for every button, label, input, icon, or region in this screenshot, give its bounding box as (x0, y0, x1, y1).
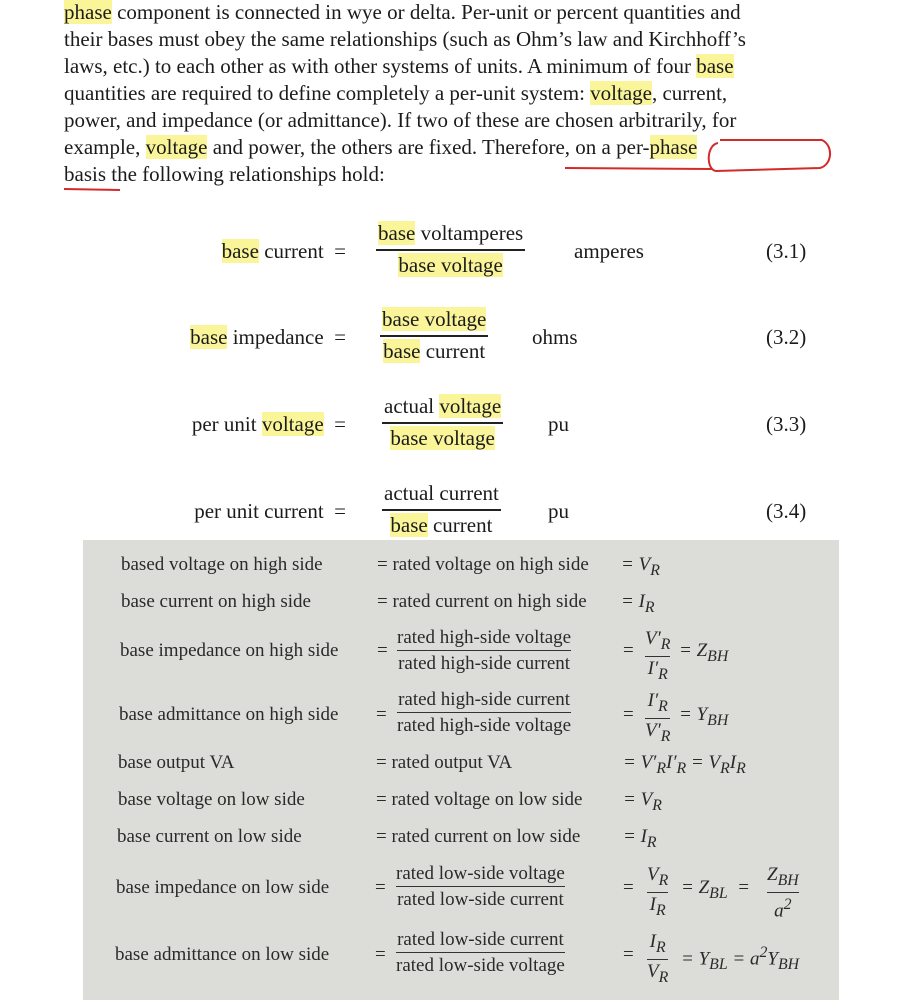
text-run: = a (732, 948, 760, 970)
row-symbol (621, 591, 655, 617)
row-fraction (397, 626, 571, 675)
paragraph-line: power, and impedance (or admittance). If two of these are chosen arbitrarily, for (64, 108, 737, 132)
text-run: V (647, 864, 659, 885)
fraction-numerator (382, 393, 503, 419)
subscript: R (658, 665, 668, 683)
text-run: current (258, 239, 324, 263)
fraction-bar (380, 335, 488, 337)
subscript: BL (709, 884, 728, 902)
paragraph-line: their bases must obey the same relationships (such as Ohm’s law and Kirchhoff’s (64, 27, 746, 51)
text-run: per unit current (194, 499, 324, 523)
fraction-numerator (376, 220, 525, 246)
fraction-bar (645, 656, 670, 657)
fraction-denominator: rated high-side voltage (397, 715, 572, 737)
fraction-bar (396, 886, 565, 887)
row-rhs: = rated current on low side (376, 826, 581, 847)
text-run: Z (696, 640, 708, 661)
subscript: R (660, 727, 671, 745)
subscript: BH (777, 871, 799, 889)
subscript: R (676, 759, 687, 777)
text-run: V′ (645, 628, 661, 649)
equation-fraction (382, 480, 501, 538)
symbol-fraction (645, 628, 670, 685)
row-fraction (396, 862, 565, 911)
equation-number: (3.2) (766, 325, 807, 349)
equation-fraction (382, 393, 503, 451)
fraction-numerator: rated low-side voltage (396, 863, 565, 884)
text-run: component is connected in wye or delta. Per-unit or percent quantities and (111, 0, 741, 24)
subscript: R (646, 833, 657, 851)
symbol-fraction (647, 931, 668, 988)
symbol-fraction (647, 864, 668, 921)
text-run: = V′ (623, 752, 657, 773)
equation-lhs: per unit voltage = (191, 412, 346, 436)
fraction-denominator (376, 252, 525, 278)
fraction-bar (382, 509, 501, 511)
equation-number: (3.1) (766, 239, 807, 263)
text-run: quantities are required to define completely a per-unit system: (64, 81, 591, 105)
superscript: 2 (759, 944, 768, 961)
highlighted-word: base (696, 54, 734, 78)
row-symbol (623, 789, 662, 815)
equation-unit: ohms (532, 325, 578, 349)
subscript: BH (777, 956, 800, 974)
highlighted-word: voltage (590, 81, 652, 105)
equals-sign: = (375, 944, 386, 965)
subscript: BL (709, 956, 728, 974)
pen-underline-basis (64, 189, 120, 190)
symbol-fraction (645, 690, 670, 747)
equals-sign: = (376, 704, 387, 725)
subscript: R (652, 796, 662, 814)
fraction-denominator (380, 338, 488, 364)
equals-sign: = (623, 704, 634, 725)
pen-annotations (0, 0, 906, 200)
subscript: R (644, 598, 655, 616)
fraction-numerator (380, 306, 488, 332)
subscript: BH (707, 711, 729, 729)
row-label: base current on low side (117, 826, 302, 847)
subscript: R (655, 901, 666, 919)
fraction-numerator: actual current (384, 481, 499, 505)
subscript: R (655, 938, 666, 956)
fraction-denominator: rated low-side current (397, 889, 564, 911)
highlighted-word: base (378, 221, 416, 245)
fraction-bar (396, 952, 565, 953)
text-run: I′ (647, 658, 659, 680)
subscript: R (658, 871, 669, 889)
fraction-denominator (767, 894, 799, 921)
text-run: = V (690, 752, 721, 773)
highlighted-word: base voltage (382, 307, 487, 331)
row-label: base output VA (118, 752, 235, 773)
equation-fraction (380, 306, 488, 364)
text-run: per- (616, 135, 650, 159)
highlighted-word: base voltage (390, 425, 495, 450)
text-run: a (774, 900, 784, 922)
subscript: R (656, 759, 667, 777)
equals-sign: = (623, 877, 634, 898)
text-run: V (647, 961, 659, 983)
row-rhs: = rated voltage on high side (377, 554, 589, 575)
fraction-denominator: rated high-side current (398, 653, 571, 675)
fraction-bar (647, 892, 668, 893)
equals-sign: = (623, 640, 634, 661)
text-run: Y (696, 704, 708, 725)
highlighted-word: base voltage (398, 252, 503, 277)
superscript: 2 (783, 896, 792, 914)
highlighted-word: phase (64, 0, 112, 24)
row-result: = $Z_{BH}$ (679, 640, 729, 665)
text-run: and power, the others are fixed. Therefore, on a (207, 135, 617, 159)
fraction-denominator (647, 961, 668, 988)
fraction-numerator (645, 690, 670, 717)
subscript: R (736, 759, 746, 777)
equation-unit: pu (548, 499, 569, 523)
fraction-numerator: rated high-side current (398, 689, 571, 710)
equals-sign: = (375, 877, 386, 898)
subscript: R (720, 759, 730, 777)
subscript: BH (707, 647, 729, 665)
fraction-numerator (645, 628, 670, 655)
text-run: = V (623, 789, 653, 810)
text-run: I′ (666, 752, 677, 773)
row-label: base current on high side (121, 591, 311, 612)
fraction-numerator: rated high-side voltage (397, 627, 572, 648)
fraction-numerator (647, 931, 668, 958)
fraction-denominator (382, 512, 501, 538)
text-run: I′ (647, 690, 659, 711)
highlighted-word: base (190, 325, 228, 349)
subscript: R (658, 968, 669, 986)
row-symbol (623, 826, 657, 852)
fraction-numerator (767, 864, 799, 891)
text-run: = V (621, 554, 651, 575)
symbol-fraction (767, 864, 799, 921)
row-label: base impedance on low side (116, 877, 330, 898)
row-rhs: = rated current on high side (377, 591, 587, 612)
fraction-numerator: rated low-side current (397, 929, 564, 950)
pen-underline-therefore (565, 168, 712, 169)
highlighted-word: voltage (439, 394, 502, 418)
text-run: I (649, 931, 656, 952)
text-run: laws, etc.) to each other as with other systems of units. A minimum of four (64, 54, 697, 78)
subscript: R (658, 697, 668, 715)
text-run: Z (767, 864, 778, 885)
highlighted-word: base (383, 338, 421, 363)
row-label: base impedance on high side (120, 640, 339, 661)
text-run: example, (64, 135, 146, 159)
fraction-denominator (645, 720, 670, 747)
text-run: Z (698, 877, 710, 898)
pen-bracket-per-phase (709, 140, 830, 171)
text-run: I (729, 752, 737, 773)
highlighted-word: base (221, 239, 259, 263)
text-run: V′ (645, 720, 661, 742)
fraction-bar (382, 422, 503, 424)
row-fraction (396, 928, 565, 977)
equation-3-1 (0, 220, 906, 290)
equation-number: (3.4) (766, 499, 807, 523)
equals-sign: = (623, 944, 634, 965)
subscript: R (660, 635, 671, 653)
text-run: current (420, 338, 486, 363)
fraction-denominator (647, 894, 668, 921)
text-run: I (649, 894, 656, 916)
text-run: impedance (227, 325, 324, 349)
text-run: basis (64, 162, 106, 186)
row-label: base admittance on low side (115, 944, 330, 965)
equation-lhs: per unit current = (194, 499, 346, 523)
fraction-denominator: rated low-side voltage (396, 955, 565, 977)
row-fraction (397, 688, 571, 737)
fraction-numerator (647, 864, 668, 891)
row-label: based voltage on high side (121, 554, 323, 575)
text-run: , current, (651, 81, 728, 105)
fraction-bar (397, 650, 571, 651)
fraction-bar (376, 249, 525, 251)
subscript: R (650, 561, 660, 579)
equation-lhs: base impedance = (190, 325, 346, 349)
text-run: the following relationships hold: (106, 162, 385, 186)
row-label: base admittance on high side (119, 704, 339, 725)
equals-sign: = (377, 640, 388, 661)
row-symbol (623, 752, 746, 778)
fraction-bar (397, 712, 571, 713)
text-run: actual (384, 394, 440, 418)
text-run: current (427, 512, 493, 537)
fraction-bar (767, 892, 799, 893)
text-run: Y (698, 948, 710, 970)
text-run: Y (767, 948, 778, 970)
text-run: = I (623, 826, 647, 847)
fraction-bar (647, 959, 668, 960)
equation-number: (3.3) (766, 412, 807, 436)
equation-3-2 (0, 306, 906, 376)
equation-unit: amperes (574, 239, 644, 263)
fraction-denominator (382, 425, 503, 451)
equation-3-3 (0, 393, 906, 463)
row-rhs: = rated output VA (376, 752, 513, 773)
text-run: = I (621, 591, 645, 612)
base-quantities-panel (83, 540, 839, 1000)
highlighted-word: phase (649, 135, 698, 159)
highlighted-word: voltage (145, 135, 208, 159)
row-symbol (621, 554, 660, 580)
equation-lhs: base current = (221, 239, 346, 263)
text-run: per unit (191, 412, 262, 436)
fraction-denominator (645, 658, 670, 685)
highlighted-word: voltage (261, 412, 324, 436)
equation-fraction (376, 220, 525, 278)
equation-unit: pu (548, 412, 569, 436)
row-result: = $Z_{BL}$ = (681, 877, 750, 902)
row-result: = $Y_{BL} = a^2Y_{BH}$ (681, 944, 800, 974)
row-result: = $Y_{BH}$ (679, 704, 729, 729)
text-run: voltamperes (415, 221, 524, 245)
row-rhs: = rated voltage on low side (376, 789, 583, 810)
highlighted-word: base (390, 512, 428, 537)
fraction-bar (645, 718, 670, 719)
row-label: base voltage on low side (118, 789, 305, 810)
